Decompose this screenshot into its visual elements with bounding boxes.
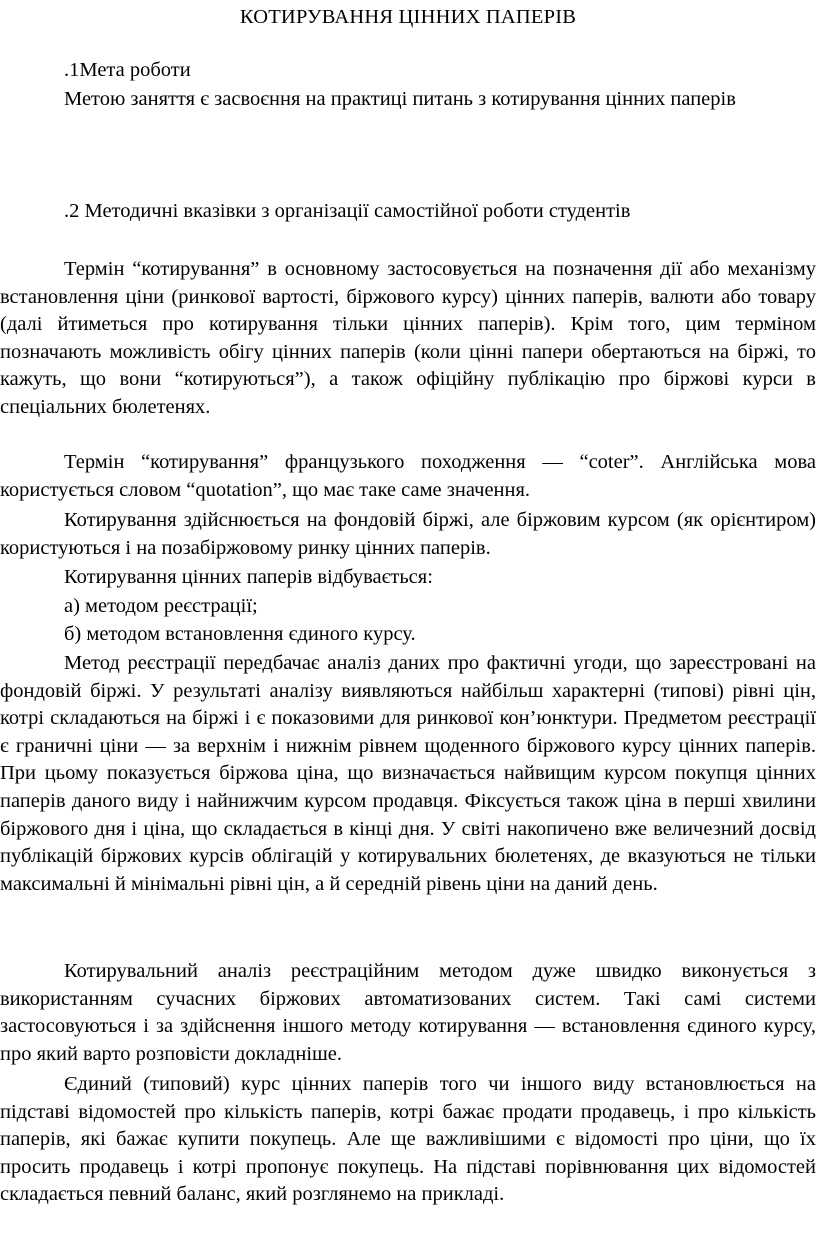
paragraph-registration-method: Метод реєстрації передбачає аналіз даних про фактичні угоди, що зареєстровані на фондовій біржі. У результаті аналізу виявляються найбільш характерні (типові) рівні цін, котрі складаються на біржі і є показовими для ринкової кон’юнктури. Предметом реєстрації є граничні ціни — за верхнім і нижнім рівнем щоденного біржового курсу цінних паперів. При цьому показується біржова ціна, що визначається найвищим курсом покупця цінних паперів даного виду і найнижчим курсом продавця. Фіксується також ціна в перші хвилини біржового дня і ціна, що складається в кінці дня. У світі накопичено вже величезний досвід публікацій біржових курсів облігацій у котирувальних бюлетенях, де вказуються не тільки максимальні й мінімальні рівні цін, а й середній рівень ціни на даний день. (0, 652, 816, 895)
paragraph-automated-systems: Котирувальний аналіз реєстраційним методом дуже швидко виконується з використанням сучасних біржових автоматизованих систем. Такі самі системи застосовуються і за здійснення іншого методу котирування — встановлення єдиного курсу, про який варто розповісти докладніше. (0, 960, 816, 1065)
section-1-heading: .1Мета роботи (64, 59, 191, 81)
paragraph-single-rate: Єдиний (типовий) курс цінних паперів того чи іншого виду встановлюється на підставі відомостей про кількість паперів, котрі бажає продати продавець, і про кількість паперів, які бажає купити покупець. Але ще важливішими є відомості про ціни, що їх просить продавець і котрі пропонує покупець. На підставі порівнювання цих відомостей складається певний баланс, який розглянемо на прикладі. (0, 1073, 816, 1206)
list-item-single-rate-method: б) методом встановлення єдиного курсу. (64, 623, 416, 645)
paragraph-term-origin: Термін “котирування” французького походження — “coter”. Англійська мова користується словом “quotation”, що має таке саме значення. (0, 451, 816, 501)
paragraph-term-definition: Термін “котирування” в основному застосовується на позначення дії або механізму встановлення ціни (ринкової вартості, біржового курсу) цінних паперів, валюти або товару (далі йтиметься про котирування тільки цінних паперів). Крім того, цим терміном позначають можливість обігу цінних паперів (коли цінні папери обертаються на біржі, то кажуть, що вони “котируються”), а також офіційну публікацію про біржові курси в спеціальних бюлетенях. (0, 258, 816, 418)
section-1-goal-text: Метою заняття є засвоєння на практиці питань з котирування цінних паперів (64, 88, 736, 110)
paragraph-exchange-quotation: Котирування здійснюється на фондовій біржі, але біржовим курсом (як орієнтиром) користуються і на позабіржовому ринку цінних паперів. (0, 509, 816, 559)
list-item-registration-method: а) методом реєстрації; (64, 595, 258, 617)
paragraph-methods-intro: Котирування цінних паперів відбувається: (64, 566, 433, 588)
document-title: КОТИРУВАННЯ ЦІННИХ ПАПЕРІВ (239, 6, 577, 28)
section-2-heading: .2 Методичні вказівки з організації самостійної роботи студентів (64, 200, 631, 222)
